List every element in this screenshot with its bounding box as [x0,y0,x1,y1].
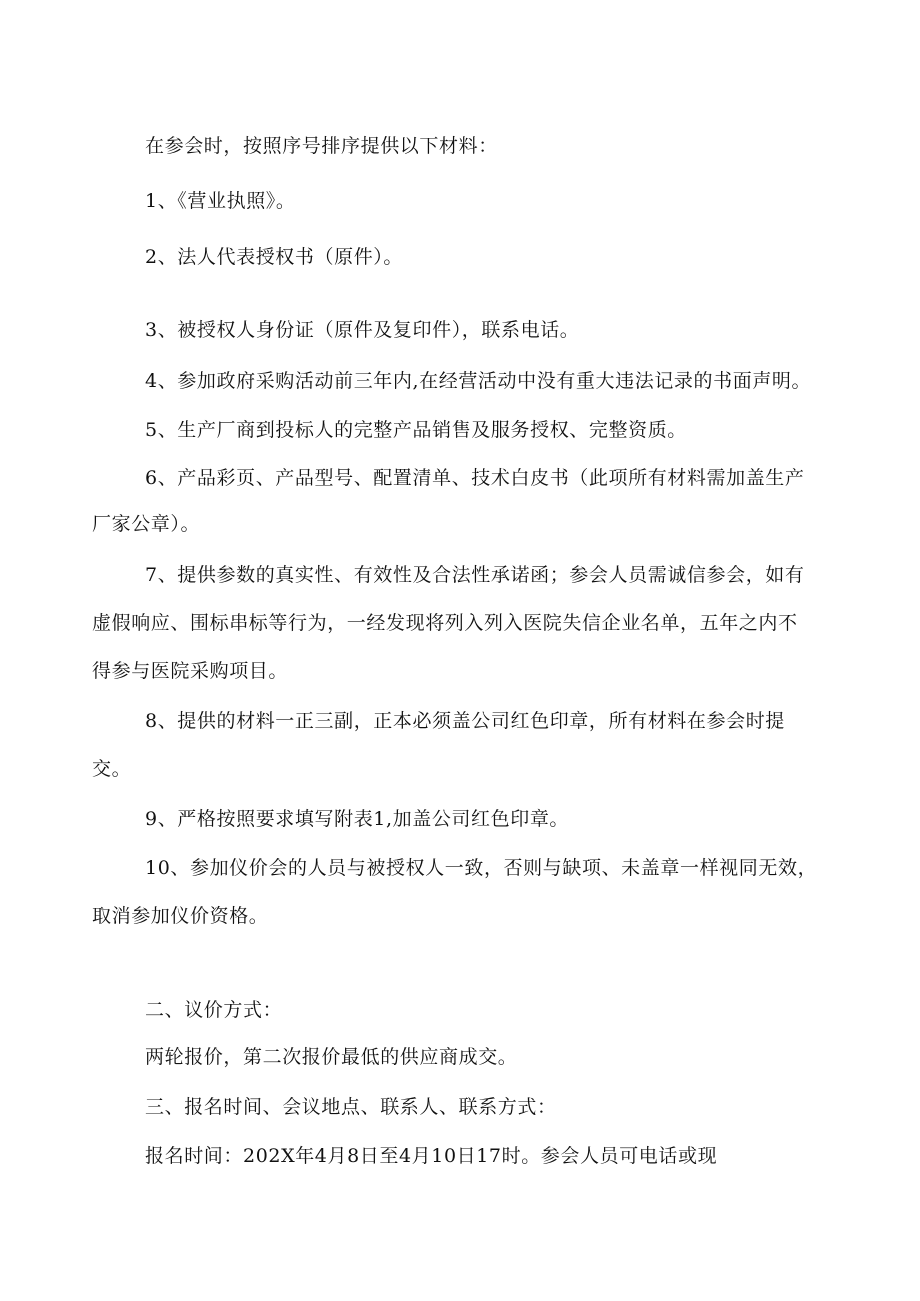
list-item-7-line-1: 7、提供参数的真实性、有效性及合法性承诺函；参会人员需诚信参会，如有 [145,564,805,586]
section-2-text: 两轮报价，第二次报价最低的供应商成交。 [145,1046,518,1068]
registration-time-text: 报名时间：202X年4月8日至4月10日17时。参会人员可电话或现 [145,1145,718,1167]
list-item-5: 5、生产厂商到投标人的完整产品销售及服务授权、完整资质。 [145,419,687,441]
list-item-7-line-2: 虚假响应、围标串标等行为，一经发现将列入列入医院失信企业名单，五年之内不 [92,612,798,634]
list-item-10-line-2: 取消参加仪价资格。 [92,905,269,927]
list-item-8-line-1: 8、提供的材料一正三副，正本必须盖公司红色印章，所有材料在参会时提 [145,710,785,732]
list-item-9: 9、严格按照要求填写附表1,加盖公司红色印章。 [145,808,570,830]
list-item-3: 3、被授权人身份证（原件及复印件），联系电话。 [145,319,580,341]
list-item-7-line-3: 得参与医院采购项目。 [92,660,289,682]
section-3-heading: 三、报名时间、会议地点、联系人、联系方式： [145,1096,557,1118]
list-item-1: 1、《营业执照》。 [145,190,296,212]
list-item-6-line-1: 6、产品彩页、产品型号、配置清单、技术白皮书（此项所有材料需加盖生产 [145,467,805,489]
intro-text: 在参会时，按照序号排序提供以下材料： [145,135,498,157]
section-2-heading: 二、议价方式： [145,999,283,1021]
list-item-4: 4、参加政府采购活动前三年内,在经营活动中没有重大违法记录的书面声明。 [145,370,812,392]
list-item-6-line-2: 厂家公章）。 [92,513,201,535]
list-item-8-line-2: 交。 [92,758,132,780]
list-item-2: 2、法人代表授权书（原件）。 [145,246,403,268]
list-item-10-line-1: 10、参加仪价会的人员与被授权人一致，否则与缺项、未盖章一样视同无效， [145,857,818,879]
